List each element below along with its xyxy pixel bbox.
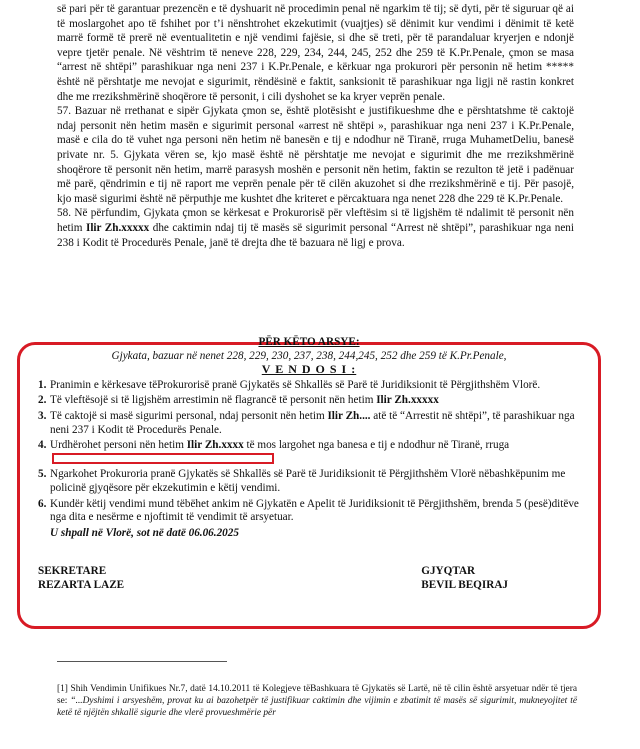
secretary-name: REZARTA LAZE — [38, 579, 125, 592]
decision-item-2 — [38, 394, 580, 408]
item-text-b: atë të “Arrestit në shtëpi”, të parashikuar nga neni 237 i Kodit të Procedurës Penale. — [50, 409, 575, 436]
item-number: 4. — [38, 439, 47, 452]
footnote-marker: [1] — [57, 684, 68, 694]
decision-item-6 — [38, 498, 580, 525]
paragraph-57: 57. Bazuar në rrethanat e sipër Gjykata çmon se, është plotësisht e justifikueshme dhe e përshtatshme të caktojë ndaj personit nën hetim masën e sigurimit personal «arrest në shtëpi », parashikuar nga neni 237 i K.Pr.Penale, masë e cila do të vuhet nga personi nën hetim në banesën e tij e ndodhur në Tiranë, rruga MuhametDeliu, banesë private nr. 5. Gjykata vëren se, kjo masë është në përshtatje me nevojat e sigurimit dhe me rrezikshmërinë shoqërore të personit nën hetim, marrë parasysh moshën e personit nën hetim, faktin se rezulton të jetë i padënuar më parë, qëndrimin e tij në raport me veprën penale për të cilën akuzohet si dhe rrezikshmërinë e tij. Për pasojë, kjo masë sigurimi është në përputhje me kushtet dhe kriteret e përcaktuara nga nenet 228 dhe 229 të K.Pr.Penale. — [57, 105, 574, 205]
item-number: 2. — [38, 394, 47, 407]
item-text-b: të mos largohet nga banesa e tij e ndodhur në Tiranë, rruga — [243, 439, 510, 452]
judge-title: GJYQTAR — [421, 565, 476, 578]
footnote-separator — [57, 661, 227, 662]
secretary-title: SEKRETARE — [38, 565, 107, 578]
paragraph-58 — [57, 206, 574, 250]
item-text: Pranimin e kërkesave tëProkurorisë pranë Gjykatës së Shkallës së Parë të Juridiksionit të Përgjithshëm Vlorë. — [50, 378, 541, 391]
decision-basis: Gjykata, bazuar në nenet 228, 229, 230, 237, 238, 244,245, 252 dhe 259 të K.Pr.Penale, — [111, 349, 507, 362]
item-text — [50, 439, 580, 466]
item-text — [50, 394, 580, 408]
secretary-signature — [38, 564, 124, 592]
decision-item-1 — [38, 379, 580, 393]
body-text — [57, 2, 574, 250]
footnote — [57, 683, 577, 719]
signatures — [38, 564, 508, 592]
decision-item-3 — [38, 410, 580, 437]
place-and-date: U shpall në Vlorë, sot në datë 06.06.2025 — [50, 526, 239, 539]
item-text — [50, 410, 580, 437]
item-number: 1. — [38, 378, 47, 391]
item-person-name: Ilir Zh.... — [327, 409, 371, 422]
decision-item-4 — [38, 439, 580, 466]
item-text-a: Të caktojë si masë sigurimi personal, ndaj personit nën hetim — [50, 409, 328, 422]
paragraph-58-text-b: dhe caktimin ndaj tij të masës së sigurimit personal “Arrest në shtëpi”, parashikuar nga neni 238 i Kodit të Procedurës Penale, janë të drejta dhe të bazuara në ligj e prova. — [57, 221, 574, 249]
judge-signature — [421, 564, 508, 592]
decision-heading: PËR KËTO ARSYE: — [258, 336, 360, 348]
decision-section — [38, 336, 580, 592]
item-text: Kundër këtij vendimi mund tëbëhet ankim në Gjykatën e Apelit të Juridiksionit të Përgjithshëm, brenda 5 (pesë)ditëve nga dita e nesërme e njoftimit të vendimit të arsyetuar. — [50, 497, 579, 524]
item-number: 5. — [38, 468, 47, 481]
item-number: 6. — [38, 497, 47, 510]
item-person-name: Ilir Zh.xxxx — [186, 439, 244, 452]
item-number: 3. — [38, 409, 47, 422]
decision-item-5 — [38, 468, 580, 495]
item-text-a: Urdhërohet personi nën hetim — [50, 439, 187, 452]
footnote-text-a: Shih Vendimin Unifikues Nr.7, datë 14.10.2011 të Kolegjeve tëBashkuara të Gjykatës së Lartë, në të cilin është arsyetuar ndër të tjera se: — [57, 684, 577, 706]
paragraph-58-text-a: 58. Në përfundim, Gjykata çmon se kërkesat e Prokurorisë për vleftësim si të ligjshëm të ndalimit të personit nën hetim — [57, 207, 574, 234]
redacted-address-box — [52, 453, 274, 464]
decision-title: V E N D O S I : — [261, 362, 357, 377]
item-person-name: Ilir Zh.xxxxx — [376, 394, 439, 407]
footnote-text-b: “...Dyshimi i arsyeshëm, provat ku ai bazohetpër të justifikuar caktimin dhe vijimin e zbatimit të masës së sigurimit, mukneyojitet të ketë të njëjtën shkallë sigurie dhe vlerë provueshmërie për — [57, 696, 577, 718]
item-text-a: Të vleftësojë si të ligjshëm arrestimin në flagrancë të personit nën hetim — [50, 394, 377, 407]
paragraph-continued: së pari për të garantuar prezencën e të dyshuarit në procedimin penal në ngarkim të tij; së dyti, për të siguruar që ai të moslargohet apo të fshihet por t’i nënshtrohet ekzekutimit (vuajtjes) së dënimit kur vendimi i dënimit të ketë marrë formë të prerë në eventualitetin e një vendimi fajësie, si dhe së treti, për të parandaluar kryerjen e ndonjë vepre tjetër penale. Në vështrim të neneve 228, 229, 234, 244, 245, 252 dhe 259 të K.Pr.Penale, çmon se masa “arrest në shtëpi” parashikuar nga neni 237 i K.Pr.Penale, e kërkuar nga prokurori për personin në hetim ***** është në përshtatje me nevojat e sigurimit, rëndësinë e faktit, sanksionit të parashikuar nga ligji në rastin konkret dhe me rrezikshmërinë shoqërore të personit, i cili dyshohet se ka kryer veprën penale. — [57, 3, 574, 103]
item-text: Ngarkohet Prokuroria pranë Gjykatës së Shkallës së Parë të Juridiksionit të Përgjithshëm Vlorë nëbashkëpunim me policinë gjyqësore për ekzekutimin e këtij vendimi. — [50, 468, 566, 494]
judge-name: BEVIL BEQIRAJ — [421, 579, 508, 592]
paragraph-58-name: Ilir Zh.xxxxx — [85, 221, 150, 234]
